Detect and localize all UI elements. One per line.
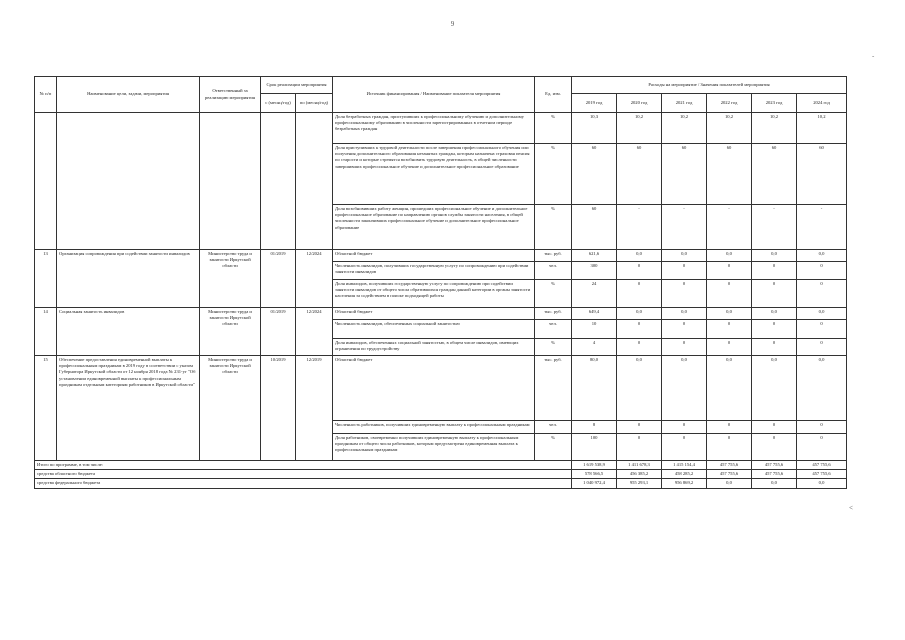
value-cell: 300: [572, 262, 617, 280]
total-value: 956 869,2: [662, 479, 707, 488]
header-period: Срок реализации мероприятия: [261, 77, 333, 94]
indicator-text: Доля безработных граждан, приступивших к профессиональному обучению и дополнительному профессиональному образованию в численности зарегистрированных в отчетном периоде безработных граждан: [333, 113, 535, 144]
value-cell: 0: [617, 434, 662, 461]
value-cell: 0: [662, 339, 707, 356]
value-cell: 0,0: [617, 308, 662, 320]
value-cell: 621,6: [572, 250, 617, 262]
indicator-unit: чел.: [535, 320, 572, 339]
value-cell: 0: [617, 262, 662, 280]
cell-empty: [200, 113, 261, 250]
indicator-unit: чел.: [535, 262, 572, 280]
item-name: Социальная занятость инвалидов: [57, 308, 200, 356]
total-value: 1 619 538,9: [572, 461, 617, 470]
item-date-from: 01/2019: [261, 308, 296, 356]
header-year: 2023 год: [752, 94, 797, 113]
indicator-text: Доля приступивших к трудовой деятельности после завершения профессионального обучения или получения дополнительного образования незанятых граждан, которым назначена страховая пенсия по старости и которые стремятся возобновить трудовую деятельность, в общей численности завершивших профессиональное обучение и дополнительное профессиональное образование: [333, 144, 535, 205]
value-cell: -: [662, 205, 707, 250]
item-number: 13: [35, 250, 57, 308]
item-date-to: 12/2019: [296, 356, 333, 461]
header-unit: Ед. изм.: [535, 77, 572, 113]
value-cell: 0,0: [707, 356, 752, 421]
value-cell: 0: [797, 421, 847, 434]
value-cell: -: [752, 205, 797, 250]
value-cell: 0,0: [797, 356, 847, 421]
header-source: Источник финансирования / Наименование показателя мероприятия: [333, 77, 535, 113]
value-cell: 0: [752, 262, 797, 280]
value-cell: 4: [572, 339, 617, 356]
value-cell: 10,3: [572, 113, 617, 144]
budget-unit: тыс. руб.: [535, 356, 572, 421]
cell-empty: [296, 113, 333, 250]
value-cell: 0,0: [617, 356, 662, 421]
value-cell: -: [797, 205, 847, 250]
indicator-unit: %: [535, 434, 572, 461]
side-mark: <: [849, 504, 853, 512]
total-label: Итого по программе, в том числе:: [35, 461, 572, 470]
total-value: 457 755,6: [752, 470, 797, 479]
indicator-unit: %: [535, 280, 572, 308]
table-row: [35, 356, 847, 421]
value-cell: 0: [617, 421, 662, 434]
total-value: 456 385,2: [617, 470, 662, 479]
cell-empty: [35, 113, 57, 250]
total-value: 457 755,6: [752, 461, 797, 470]
value-cell: 60: [707, 144, 752, 205]
total-row: [35, 461, 847, 470]
value-cell: 0: [707, 421, 752, 434]
value-cell: 0: [752, 421, 797, 434]
total-value: 0,0: [797, 479, 847, 488]
budget-source: Областной бюджет: [333, 250, 535, 262]
value-cell: 0,0: [662, 308, 707, 320]
value-cell: 0: [707, 434, 752, 461]
value-cell: 0,0: [797, 250, 847, 262]
header-name: Наименование цели, задачи, мероприятия: [57, 77, 200, 113]
budget-unit: тыс. руб.: [535, 250, 572, 262]
value-cell: 0,0: [617, 250, 662, 262]
value-cell: 0,0: [662, 356, 707, 421]
value-cell: 0: [797, 280, 847, 308]
indicator-text: Доля возобновивших работу женщин, прошедших профессиональное обучение и дополнительное профессиональное образование по направлению органов службы занятости населения, в общей численности закончивших профессиональное обучение и дополнительное профессиональное образование: [333, 205, 535, 250]
cell-empty: [57, 113, 200, 250]
value-cell: 60: [752, 144, 797, 205]
item-number: 15: [35, 356, 57, 461]
indicator-text: Доля инвалидов, обеспеченных социальной занятостью, в общем числе инвалидов, имеющих ограничения по трудоустройству: [333, 339, 535, 356]
value-cell: 0,0: [797, 308, 847, 320]
total-value: 457 755,6: [797, 461, 847, 470]
value-cell: 10,2: [662, 113, 707, 144]
value-cell: 0,0: [707, 250, 752, 262]
cell-empty: [261, 113, 296, 250]
header-num: № п/п: [35, 77, 57, 113]
indicator-unit: %: [535, 144, 572, 205]
header-year: 2020 год: [617, 94, 662, 113]
total-label: средства областного бюджета: [35, 470, 572, 479]
value-cell: 60: [617, 144, 662, 205]
value-cell: 0: [707, 262, 752, 280]
budget-source: Областной бюджет: [333, 356, 535, 421]
value-cell: 0: [752, 434, 797, 461]
value-cell: 8: [572, 421, 617, 434]
value-cell: 0: [797, 320, 847, 339]
header-year: 2019 год: [572, 94, 617, 113]
item-name: Организация сопровождения при содействии занятости инвалидов: [57, 250, 200, 308]
value-cell: 0: [617, 280, 662, 308]
item-date-from: 01/2019: [261, 250, 296, 308]
header-year: 2022 год: [707, 94, 752, 113]
value-cell: 649,4: [572, 308, 617, 320]
program-table: [34, 76, 847, 489]
value-cell: 60: [797, 144, 847, 205]
value-cell: 0: [617, 320, 662, 339]
item-date-from: 10/2019: [261, 356, 296, 461]
indicator-unit: чел.: [535, 421, 572, 434]
value-cell: 60: [572, 144, 617, 205]
value-cell: 24: [572, 280, 617, 308]
value-cell: 0: [797, 262, 847, 280]
table-row: [35, 250, 847, 262]
total-value: 1 411 678,3: [617, 461, 662, 470]
indicator-unit: %: [535, 205, 572, 250]
value-cell: 0,0: [752, 356, 797, 421]
value-cell: 0: [662, 421, 707, 434]
value-cell: 0,0: [752, 250, 797, 262]
header-year: 2021 год: [662, 94, 707, 113]
value-cell: 0: [662, 262, 707, 280]
value-cell: -: [617, 205, 662, 250]
indicator-unit: %: [535, 113, 572, 144]
header-values: Расходы на мероприятие / Значения показателей мероприятия: [572, 77, 847, 94]
total-label: средства федерального бюджета: [35, 479, 572, 488]
value-cell: 0: [707, 280, 752, 308]
value-cell: 0: [752, 339, 797, 356]
indicator-text: Доля работников, своевременно получивших единовременную выплату к профессиональным праздникам от общего числа работников, которым предусмотрена единовременная выплата к профессиональным праздникам: [333, 434, 535, 461]
table-row: [35, 113, 847, 144]
value-cell: 10,2: [617, 113, 662, 144]
item-name: Обеспечение предоставления единовременной выплаты к профессиональным праздникам в 2019 году в соответствии с указом Губернатора Иркутской области от 12 ноября 2018 года № 231-уг "Об установлении единовременной выплаты к профессиональным праздникам отдельным категориям работников в Иркутской области": [57, 356, 200, 461]
indicator-text: Доля инвалидов, получивших государственную услугу по сопровождению при содействии занятости инвалидов от общего числа обратившихся граждан данной категории в органы занятости населения за содействием в поиске подходящей работы: [333, 280, 535, 308]
value-cell: 10,2: [752, 113, 797, 144]
value-cell: -: [707, 205, 752, 250]
total-value: 457 755,6: [707, 470, 752, 479]
value-cell: 0: [752, 320, 797, 339]
value-cell: 0: [662, 320, 707, 339]
table-row: [35, 308, 847, 320]
total-row: [35, 479, 847, 488]
item-number: 14: [35, 308, 57, 356]
total-value: 1 040 972,4: [572, 479, 617, 488]
header-to: по (месяц/год): [296, 94, 333, 113]
value-cell: 0: [617, 339, 662, 356]
item-responsible: Министерство труда и занятости Иркутской области: [200, 250, 261, 308]
total-value: 1 415 154,4: [662, 461, 707, 470]
value-cell: 0: [797, 339, 847, 356]
total-value: 0,0: [707, 479, 752, 488]
value-cell: 0: [752, 280, 797, 308]
value-cell: 0: [797, 434, 847, 461]
total-value: 955 293,1: [617, 479, 662, 488]
value-cell: 0: [662, 280, 707, 308]
value-cell: 10,2: [797, 113, 847, 144]
total-value: 0,0: [752, 479, 797, 488]
value-cell: 0,0: [752, 308, 797, 320]
value-cell: 0: [707, 320, 752, 339]
header-from: с (месяц/год): [261, 94, 296, 113]
page-number: 9: [450, 20, 455, 28]
value-cell: 100: [572, 434, 617, 461]
value-cell: 10,2: [707, 113, 752, 144]
value-cell: 10: [572, 320, 617, 339]
value-cell: 60: [662, 144, 707, 205]
indicator-text: Численность инвалидов, получивших государственную услугу по сопровождению при содействии занятости инвалидов: [333, 262, 535, 280]
value-cell: 80,0: [572, 356, 617, 421]
value-cell: 60: [572, 205, 617, 250]
total-value: 457 755,6: [707, 461, 752, 470]
indicator-text: Численность работников, получивших единовременную выплату к профессиональным праздникам: [333, 421, 535, 434]
budget-unit: тыс. руб.: [535, 308, 572, 320]
total-value: 457 755,6: [797, 470, 847, 479]
item-responsible: Министерство труда и занятости Иркутской области: [200, 308, 261, 356]
header-responsible: Ответственный за реализацию мероприятия: [200, 77, 261, 113]
corner-mark: -: [872, 52, 875, 60]
value-cell: 0,0: [707, 308, 752, 320]
budget-source: Областной бюджет: [333, 308, 535, 320]
total-value: 458 285,2: [662, 470, 707, 479]
value-cell: 0: [662, 434, 707, 461]
item-responsible: Министерство труда и занятости Иркутской области: [200, 356, 261, 461]
value-cell: 0,0: [662, 250, 707, 262]
total-value: 578 566,5: [572, 470, 617, 479]
value-cell: 0: [707, 339, 752, 356]
indicator-text: Численность инвалидов, обеспеченных социальной занятостью: [333, 320, 535, 339]
item-date-to: 12/2024: [296, 250, 333, 308]
total-row: [35, 470, 847, 479]
header-year: 2024 год: [797, 94, 847, 113]
item-date-to: 12/2024: [296, 308, 333, 356]
indicator-unit: %: [535, 339, 572, 356]
